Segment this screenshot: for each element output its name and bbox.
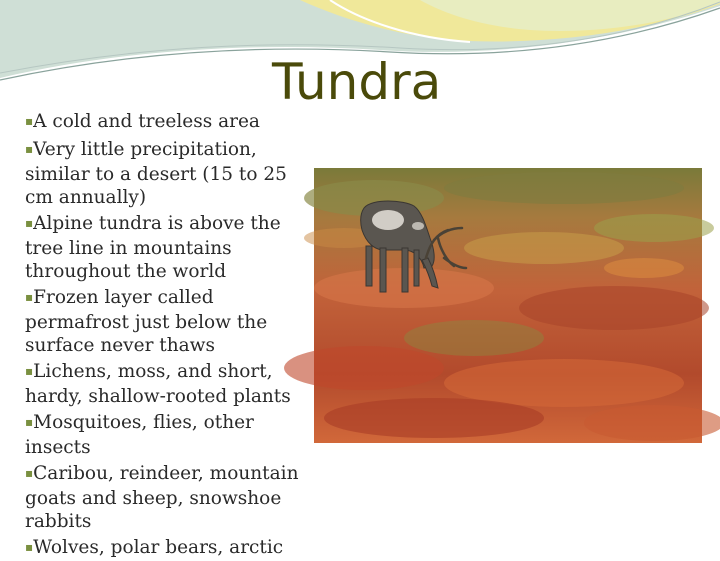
bullet-list — [25, 110, 315, 558]
bullet-item — [25, 286, 315, 357]
bullet-marker: ▪ — [25, 216, 34, 230]
bullet-text: Lichens, moss, and short, hardy, shallow-rooted plants — [25, 361, 291, 407]
tundra-caribou-photo — [314, 168, 702, 443]
bullet-item — [25, 411, 315, 459]
bullet-text: Frozen layer called permafrost just below the surface never thaws — [25, 287, 268, 356]
bullet-text: Alpine tundra is above the tree line in mountains throughout the world — [25, 213, 281, 282]
bullet-marker: ▪ — [25, 466, 34, 480]
bullet-item — [25, 536, 315, 561]
bullet-marker: ▪ — [25, 415, 34, 429]
bullet-text: Wolves, polar bears, arctic — [33, 537, 284, 558]
bullet-text: Caribou, reindeer, mountain goats and sheep, snowshoe rabbits — [25, 463, 299, 532]
bullet-marker: ▪ — [25, 540, 34, 554]
bullet-item — [25, 462, 315, 533]
bullet-marker: ▪ — [25, 142, 34, 156]
bullet-text: Mosquitoes, flies, other insects — [25, 412, 254, 458]
bullet-item — [25, 212, 315, 283]
bullet-marker: ▪ — [25, 290, 34, 304]
bullet-marker: ▪ — [25, 114, 34, 128]
bullet-item — [25, 110, 315, 135]
bullet-text: Very little precipitation, similar to a desert (15 to 25 cm annually) — [25, 139, 287, 208]
slide-title: Tundra — [272, 53, 442, 111]
bullet-item — [25, 138, 315, 209]
bullet-text: A cold and treeless area — [33, 111, 260, 132]
bullet-item — [25, 360, 315, 408]
bullet-marker: ▪ — [25, 364, 34, 378]
